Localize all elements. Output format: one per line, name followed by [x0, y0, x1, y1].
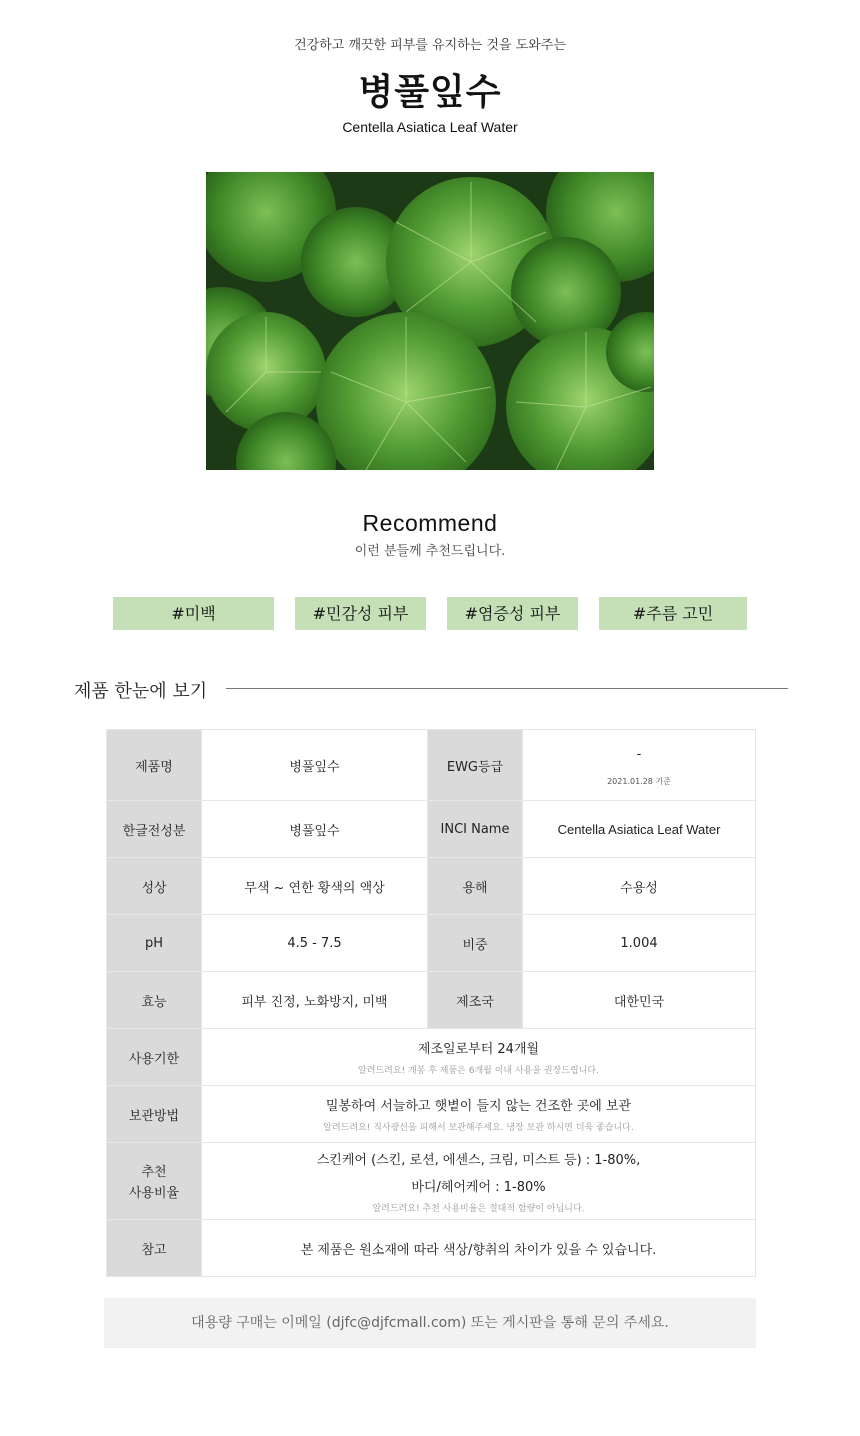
spec-value: Centella Asiatica Leaf Water [523, 801, 756, 858]
spec-label: 효능 [107, 972, 202, 1029]
centella-leaf-photo [206, 172, 654, 470]
reference-value: 본 제품은 원소재에 따라 색상/향취의 차이가 있을 수 있습니다. [202, 1220, 756, 1277]
table-row [107, 972, 756, 1029]
spec-value: 대한민국 [523, 972, 756, 1029]
usage-label-line1: 추천 [141, 1165, 167, 1180]
spec-label: 성상 [107, 858, 202, 915]
spec-label: 한글전성분 [107, 801, 202, 858]
product-title: 병풀잎수 [358, 72, 502, 113]
spec-label: 참고 [107, 1220, 202, 1277]
spec-label: EWG등급 [428, 730, 523, 801]
storage-value: 밀봉하여 서늘하고 햇볕이 들지 않는 건조한 곳에 보관 [325, 1099, 632, 1114]
spec-value-cell [202, 1029, 756, 1086]
spec-label: 제품명 [107, 730, 202, 801]
spec-value: 수용성 [523, 858, 756, 915]
spec-value: 무색 ~ 연한 황색의 액상 [202, 858, 428, 915]
section-divider [226, 688, 788, 689]
spec-label: 사용기한 [107, 1029, 202, 1086]
usage-value-line1: 스킨케어 (스킨, 로션, 에센스, 크림, 미스트 등) : 1-80%, [316, 1152, 641, 1168]
tag-sensitive-skin: #민감성 피부 [295, 597, 426, 630]
spec-label: 용해 [428, 858, 523, 915]
product-tagline: 건강하고 깨끗한 피부를 유지하는 것을 도와주는 [294, 38, 566, 53]
spec-value: 병풀잎수 [202, 730, 428, 801]
spec-value: 4.5 - 7.5 [202, 915, 428, 972]
table-row [107, 858, 756, 915]
spec-label: 비중 [428, 915, 523, 972]
spec-value: 피부 진정, 노화방지, 미백 [202, 972, 428, 1029]
usage-value-line2: 바디/헤어케어 : 1-80% [411, 1179, 546, 1195]
recommend-title: Recommend [362, 510, 498, 536]
table-row [107, 1143, 756, 1220]
recommend-subtitle: 이런 분들께 추천드립니다. [354, 544, 506, 559]
usage-note: 알려드려요! 추천 사용비율은 절대적 함량이 아닙니다. [372, 1203, 585, 1214]
spec-value: - [636, 747, 642, 762]
spec-value: 병풀잎수 [202, 801, 428, 858]
table-row [107, 1220, 756, 1277]
table-row [107, 1086, 756, 1143]
spec-label-cell [107, 1143, 202, 1220]
spec-value-cell [202, 1086, 756, 1143]
spec-value-cell [523, 730, 756, 801]
bulk-purchase-notice: 대용량 구매는 이메일 (djfc@djfcmall.com) 또는 게시판을 통해 문의 주세요. [104, 1298, 756, 1348]
shelf-life-note: 알려드려요! 개봉 후 제품은 6개월 이내 사용을 권장드립니다. [358, 1066, 599, 1076]
product-spec-table [106, 729, 756, 1277]
table-row [107, 915, 756, 972]
tag-whitening: #미백 [113, 597, 274, 630]
spec-label: INCI Name [428, 801, 523, 858]
spec-label: 보관방법 [107, 1086, 202, 1143]
table-row [107, 730, 756, 801]
shelf-life-value: 제조일로부터 24개월 [417, 1042, 540, 1057]
tag-wrinkle-concern: #주름 고민 [599, 597, 747, 630]
spec-label: 제조국 [428, 972, 523, 1029]
storage-note: 알려드려요! 직사광선을 피해서 보관해주세요. 냉장 보관 하시면 더욱 좋습니다. [323, 1123, 634, 1133]
spec-value-cell [202, 1143, 756, 1220]
product-subtitle: Centella Asiatica Leaf Water [342, 119, 518, 135]
ewg-date-note: 2021.01.28 기준 [607, 777, 671, 786]
usage-label-line2: 사용비율 [128, 1186, 180, 1201]
spec-label: pH [107, 915, 202, 972]
table-row [107, 801, 756, 858]
table-row [107, 1029, 756, 1086]
overview-section-title: 제품 한눈에 보기 [74, 681, 208, 702]
tag-inflamed-skin: #염증성 피부 [447, 597, 578, 630]
spec-value: 1.004 [523, 915, 756, 972]
